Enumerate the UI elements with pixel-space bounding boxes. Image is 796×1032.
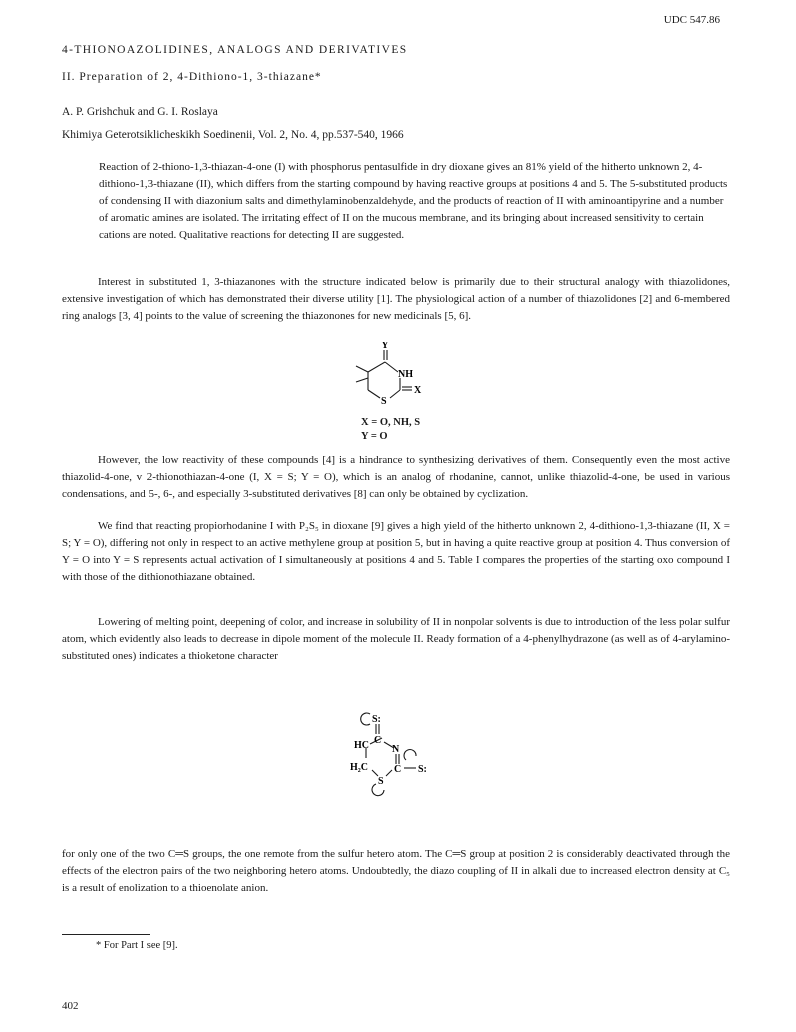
structure2-s-right: S:: [418, 764, 427, 775]
paragraph-4: Lowering of melting point, deepening of color, and increase in solubility of II in nonpolar solvents is due to introduction of the less polar sulfur atom, which evidently also leads to decrease in dipole moment of the molecule II. Ready formation of a 4-phenylhydrazone (as well as of 4-arylamino-substituted ones) indicates a thioketone character: [62, 616, 730, 662]
y-substituents: Y = O: [361, 431, 388, 442]
structure2-c2: C: [394, 764, 402, 775]
paragraph-1: Interest in substituted 1, 3-thiazanones with the structure indicated below is primarily due to their structural analogy with thiazolidones, extensive investigation of which has demonstrated their diverse utility [1]. The physiological action of a number of thiazolidones [2] and 6-membered ring analogs [3, 4] points to the value of screening the thiazonones for new medicinals [5, 6].: [62, 276, 730, 322]
paper-subtitle: II. Preparation of 2, 4-Dithiono-1, 3-thiazane*: [62, 71, 322, 83]
structure2-s-top: S:: [372, 714, 381, 725]
structure2-hc: HC: [354, 740, 369, 751]
structure2-n: N: [392, 744, 400, 755]
page-number: 402: [62, 1000, 79, 1012]
footnote-divider: [62, 934, 150, 935]
paper-title: 4-THIONOAZOLIDINES, ANALOGS AND DERIVATIVES: [62, 44, 408, 56]
substituent-legend: [361, 416, 420, 444]
structure1-x-label: X: [414, 385, 422, 396]
thiazanone-structure: [328, 342, 438, 414]
structure2-c4: C: [374, 735, 382, 746]
structure2-s-ring: S: [378, 776, 384, 787]
structure1-s-label: S: [381, 396, 387, 407]
paragraph-5: for only one of the two C═S groups, the one remote from the sulfur hetero atom. The C═S group at position 2 is considerably deactivated through the effects of the electron pairs of the two neighboring hetero atoms. Undoubtedly, the diazo coupling of II in alkali due to increased electron density at C₅ is a result of enolization to a thioenolate anion.: [62, 848, 730, 894]
structure1-y-label: Y: [381, 342, 389, 351]
udc-code: UDC 547.86: [663, 14, 720, 26]
structure2-h2c: H₂C: [350, 762, 368, 773]
footnote: * For Part I see [9].: [96, 940, 178, 951]
authors: A. P. Grishchuk and G. I. Roslaya: [62, 106, 218, 118]
x-substituents: X = O, NH, S: [361, 417, 421, 428]
dithionothiazane-electron-structure: [324, 702, 444, 802]
abstract: Reaction of 2-thiono-1,3-thiazan-4-one (I) with phosphorus pentasulfide in dry dioxane gives an 81% yield of the hitherto unknown 2, 4-dithiono-1,3-thiazane (II), which differs from the starting compound by having reactive groups at positions 4 and 5. The 5-substituted products of condensing II with diazonium salts and dimethylaminobenzaldehyde, and the products of reaction of II with aminoantipyrine and a number of aromatic amines are isolated. The irritating effect of II on the mucous membrane, and its bringing about increased sensitivity to certain cations are noted. Qualitative reactions for detecting II are suggested.: [99, 161, 728, 241]
structure1-nh-label: NH: [398, 369, 413, 380]
journal-citation: Khimiya Geterotsiklicheskikh Soedinenii, Vol. 2, No. 4, pp.537-540, 1966: [62, 129, 404, 141]
paragraph-2: However, the low reactivity of these compounds [4] is a hindrance to synthesizing derivatives of them. Consequently even the most active thiazolid-4-one, v 2-thionothiazan-4-one (I, X = S; Y = O), which is an analog of rhodanine, cannot, unlike thiazolid-4-one, be used in various condensations, and 5-, 6-, and especially 3-substituted derivatives [8] can only be obtained by cyclization.: [62, 454, 730, 500]
paragraph-3: We find that reacting propiorhodanine I with P₂S₅ in dioxane [9] gives a high yield of the hitherto unknown 2, 4-dithiono-1,3-thiazane (II, X = S; Y = O), differing not only in respect to an active methylene group at position 5, but in having a quite reactive group at position 4. Thus conversion of Y = O into Y = S represents actual activation of I simultaneously at positions 4 and 5. Table I compares the properties of the starting oxo compound I with those of the dithionothiazane obtained.: [62, 520, 730, 583]
